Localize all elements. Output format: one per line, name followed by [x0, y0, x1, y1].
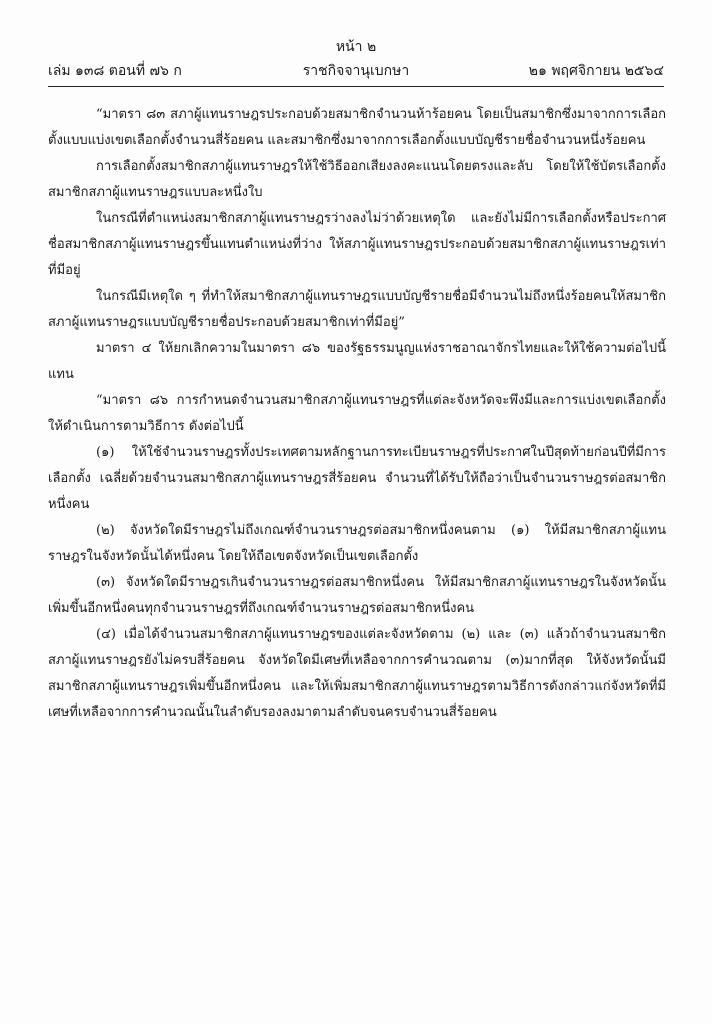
volume-issue: เล่ม ๑๓๘ ตอนที่ ๗๖ ก [48, 63, 182, 79]
paragraph-party-list-shortfall: ในกรณีมีเหตุใด ๆ ที่ทำให้สมาชิกสภาผู้แทนราษฎรแบบบัญชีรายชื่อมีจำนวนไม่ถึงหนึ่งร้อยคนให้สมาชิกสภาผู้แทนราษฎรแบบบัญชีรายชื่อประกอบด้วยสมาชิกเท่าที่มีอยู่” [48, 289, 666, 330]
document-body [48, 102, 666, 726]
paragraph-section-4: มาตรา ๔ ให้ยกเลิกความในมาตรา ๘๖ ของรัฐธรรมนูญแห่งราชอาณาจักรไทยและให้ใช้ความต่อไปนี้แทน [48, 341, 666, 382]
running-header [48, 60, 664, 80]
gazette-title: ราชกิจจานุเบกษา [302, 63, 410, 79]
paragraph-item-3: (๓) จังหวัดใดมีราษฎรเกินจำนวนราษฎรต่อสมาชิกหนึ่งคน ให้มีสมาชิกสภาผู้แทนราษฎรในจังหวัดนั้นเพิ่มขึ้นอีกหนึ่งคนทุกจำนวนราษฎรที่ถึงเกณฑ์จำนวนราษฎรต่อสมาชิกหนึ่งคน [48, 575, 666, 616]
paragraph-section-83: “มาตรา ๘๓ สภาผู้แทนราษฎรประกอบด้วยสมาชิกจำนวนห้าร้อยคน โดยเป็นสมาชิกซึ่งมาจากการเลือกตั้งแบบแบ่งเขตเลือกตั้งจำนวนสี่ร้อยคน และสมาชิกซึ่งมาจากการเลือกตั้งแบบบัญชีรายชื่อจำนวนหนึ่งร้อยคน [48, 107, 666, 148]
publication-date: ๒๑ พฤศจิกายน ๒๕๖๔ [528, 63, 664, 79]
paragraph-item-4: (๔) เมื่อได้จำนวนสมาชิกสภาผู้แทนราษฎรของแต่ละจังหวัดตาม (๒) และ (๓) แล้วถ้าจำนวนสมาชิกสภาผู้แทนราษฎรยังไม่ครบสี่ร้อยคน จังหวัดใดมีเศษที่เหลือจากการคำนวณตาม (๓)มากที่สุด ให้จังหวัดนั้นมีสมาชิกสภาผู้แทนราษฎรเพิ่มขึ้นอีกหนึ่งคน และให้เพิ่มสมาชิกสภาผู้แทนราษฎรตามวิธีการดังกล่าวแก่จังหวัดที่มีเศษที่เหลือจากการคำนวณนั้นในลำดับรองลงมาตามลำดับจนครบจำนวนสี่ร้อยคน [48, 627, 666, 720]
paragraph-item-2: (๒) จังหวัดใดมีราษฎรไม่ถึงเกณฑ์จำนวนราษฎรต่อสมาชิกหนึ่งคนตาม (๑) ให้มีสมาชิกสภาผู้แทนราษฎรในจังหวัดนั้นได้หนึ่งคน โดยให้ถือเขตจังหวัดเป็นเขตเลือกตั้ง [48, 523, 666, 564]
paragraph-vacancy: ในกรณีที่ตำแหน่งสมาชิกสภาผู้แทนราษฎรว่างลงไม่ว่าด้วยเหตุใด และยังไม่มีการเลือกตั้งหรือประกาศชื่อสมาชิกสภาผู้แทนราษฎรขึ้นแทนตำแหน่งที่ว่าง ให้สภาผู้แทนราษฎรประกอบด้วยสมาชิกสภาผู้แทนราษฎรเท่าที่มีอยู่ [48, 211, 666, 278]
paragraph-election-method: การเลือกตั้งสมาชิกสภาผู้แทนราษฎรให้ใช้วิธีออกเสียงลงคะแนนโดยตรงและลับ โดยให้ใช้บัตรเลือกตั้งสมาชิกสภาผู้แทนราษฎรแบบละหนึ่งใบ [48, 159, 666, 200]
paragraph-item-1: (๑) ให้ใช้จำนวนราษฎรทั้งประเทศตามหลักฐานการทะเบียนราษฎรที่ประกาศในปีสุดท้ายก่อนปีที่มีการเลือกตั้ง เฉลี่ยด้วยจำนวนสมาชิกสภาผู้แทนราษฎรสี่ร้อยคน จำนวนที่ได้รับให้ถือว่าเป็นจำนวนราษฎรต่อสมาชิกหนึ่งคน [48, 445, 666, 512]
page-number: หน้า ๒ [335, 39, 377, 55]
paragraph-section-86: “มาตรา ๘๖ การกำหนดจำนวนสมาชิกสภาผู้แทนราษฎรที่แต่ละจังหวัดจะพึงมีและการแบ่งเขตเลือกตั้ง ให้ดำเนินการตามวิธีการ ดังต่อไปนี้ [48, 393, 666, 434]
header-divider [48, 86, 664, 87]
